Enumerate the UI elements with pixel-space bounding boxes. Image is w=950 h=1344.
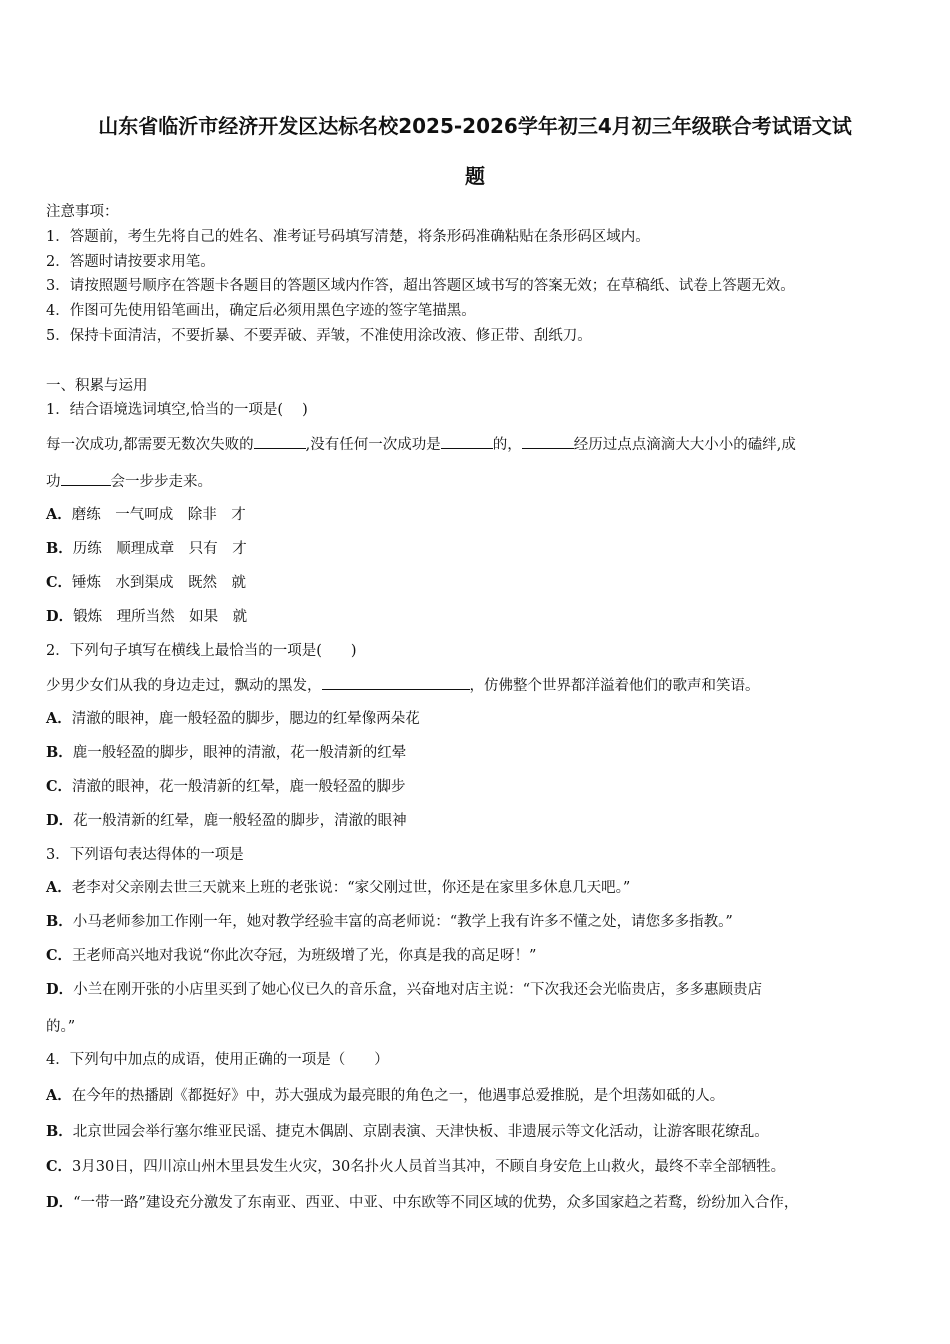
option-text: 在今年的热播剧《都挺好》中，苏大强成为最亮眼的角色之一，他遇事总爱推脱，是个坦荡如砥的人。 xyxy=(71,1088,725,1104)
option-text: 磨练 一气呵成 除非 才 xyxy=(71,507,246,523)
option-text: 北京世园会举行塞尔维亚民谣、捷克木偶剧、京剧表演、天津快板、非遗展示等文化活动，让游客眼花缭乱。 xyxy=(72,1124,769,1140)
notice-item: 2．答题时请按要求用笔。 xyxy=(46,254,215,270)
document-title-line-2: 题 xyxy=(465,164,485,188)
notice-item: 1．答题前，考生先将自己的姓名、准考证号码填写清楚，将条形码准确粘贴在条形码区域内。 xyxy=(46,229,650,245)
question-2-passage xyxy=(46,675,760,696)
notice-item: 5．保持卡面清洁，不要折暴、不要弄破、弄皱，不准使用涂改液、修正带、刮纸刀。 xyxy=(46,328,592,344)
passage-text: ,没有任何一次成功是 xyxy=(305,437,441,453)
option-text: 鹿一般轻盈的脚步，眼神的清澈，花一般清新的红晕 xyxy=(72,745,407,761)
question-4-option-c xyxy=(46,1157,785,1177)
option-label: D． xyxy=(46,812,74,829)
question-2-option-a xyxy=(46,709,420,729)
option-text: 花一般清新的红晕，鹿一般轻盈的脚步，清澈的眼神 xyxy=(73,813,407,829)
option-text: 清澈的眼神，鹿一般轻盈的脚步，腮边的红晕像两朵花 xyxy=(71,711,420,727)
question-1-option-d xyxy=(46,607,247,627)
option-label: B． xyxy=(46,913,73,930)
passage-text: 功 xyxy=(46,474,61,490)
section-heading: 一、积累与运用 xyxy=(46,378,148,394)
option-text: 锤炼 水到渠成 既然 就 xyxy=(72,575,247,591)
passage-text: 经历过点点滴滴大大小小的磕绊,成 xyxy=(573,437,796,453)
option-label: B． xyxy=(46,1123,73,1140)
question-1-option-b xyxy=(46,539,247,559)
question-4-option-a xyxy=(46,1086,724,1106)
option-label: A． xyxy=(46,879,72,896)
option-text: 历练 顺理成章 只有 才 xyxy=(72,541,247,557)
notice-item: 4．作图可先使用铅笔画出，确定后必须用黑色字迹的签字笔描黑。 xyxy=(46,303,476,319)
fill-blank xyxy=(254,434,306,449)
passage-text: 的， xyxy=(492,437,522,453)
option-label: B． xyxy=(46,744,73,761)
question-1-passage-line-2 xyxy=(46,471,212,492)
question-1-option-c xyxy=(46,573,246,593)
question-3-option-b xyxy=(46,912,733,932)
question-4-stem: 4．下列句中加点的成语，使用正确的一项是（ ） xyxy=(46,1052,389,1068)
question-1-passage-line-1 xyxy=(46,434,796,455)
question-4-option-b xyxy=(46,1122,769,1142)
question-2-option-d xyxy=(46,811,407,831)
option-label: D． xyxy=(46,1194,74,1211)
notice-heading: 注意事项： xyxy=(46,204,119,220)
question-3-option-c xyxy=(46,946,536,966)
question-3-option-a xyxy=(46,878,630,898)
option-text: 锻炼 理所当然 如果 就 xyxy=(73,609,248,625)
fill-blank xyxy=(441,434,493,449)
question-3-option-d-continuation: 的。” xyxy=(46,1019,76,1035)
option-text: 清澈的眼神，花一般清新的红晕，鹿一般轻盈的脚步 xyxy=(72,779,406,795)
question-2-stem: 2．下列句子填写在横线上最恰当的一项是( ) xyxy=(46,643,357,659)
option-text: 小马老师参加工作刚一年，她对教学经验丰富的高老师说：“教学上我有许多不懂之处，请您多多指教。” xyxy=(72,914,733,930)
question-2-option-c xyxy=(46,777,406,797)
question-3-stem: 3．下列语句表达得体的一项是 xyxy=(46,847,244,863)
question-2-option-b xyxy=(46,743,406,763)
passage-text: 少男少女们从我的身边走过，飘动的黑发， xyxy=(46,678,322,694)
option-text: 王老师高兴地对我说“你此次夺冠，为班级增了光，你真是我的高足呀！” xyxy=(72,948,537,964)
option-label: A． xyxy=(46,710,72,727)
passage-text: ，仿佛整个世界都洋溢着他们的歌声和笑语。 xyxy=(469,678,760,694)
notice-item: 3．请按照题号顺序在答题卡各题目的答题区域内作答，超出答题区域书写的答案无效；在草稿纸、试卷上答题无效。 xyxy=(46,278,795,294)
option-label: B． xyxy=(46,540,73,557)
fill-blank xyxy=(522,434,574,449)
option-label: C． xyxy=(46,778,73,795)
passage-text: 会一步步走来。 xyxy=(110,474,212,490)
question-3-option-d xyxy=(46,980,762,1000)
option-label: C． xyxy=(46,1158,73,1175)
option-text: “一带一路”建设充分激发了东南亚、西亚、中亚、中东欧等不同区域的优势，众多国家趋之若鹜，纷纷加入合作， xyxy=(73,1195,799,1211)
question-4-option-d xyxy=(46,1193,798,1213)
option-text: 小兰在刚开张的小店里买到了她心仪已久的音乐盒，兴奋地对店主说：“下次我还会光临贵店，多多惠顾贵店 xyxy=(73,982,762,998)
option-text: 3月30日，四川凉山州木里县发生火灾，30名扑火人员首当其冲，不顾自身安危上山救火，最终不幸全部牺牲。 xyxy=(72,1159,786,1175)
question-1-option-a xyxy=(46,505,246,525)
option-label: A． xyxy=(46,1087,72,1104)
document-title-line-1: 山东省临沂市经济开发区达标名校2025-2026学年初三4月初三年级联合考试语文试 xyxy=(98,114,852,138)
fill-blank xyxy=(322,675,470,690)
passage-text: 每一次成功,都需要无数次失败的 xyxy=(46,437,254,453)
option-text: 老李对父亲刚去世三天就来上班的老张说：“家父刚过世，你还是在家里多休息几天吧。” xyxy=(71,880,631,896)
option-label: A． xyxy=(46,506,72,523)
question-1-stem: 1．结合语境选词填空,恰当的一项是( ) xyxy=(46,402,308,418)
option-label: D． xyxy=(46,981,74,998)
fill-blank xyxy=(61,471,111,486)
option-label: C． xyxy=(46,947,73,964)
option-label: D． xyxy=(46,608,74,625)
option-label: C． xyxy=(46,574,73,591)
